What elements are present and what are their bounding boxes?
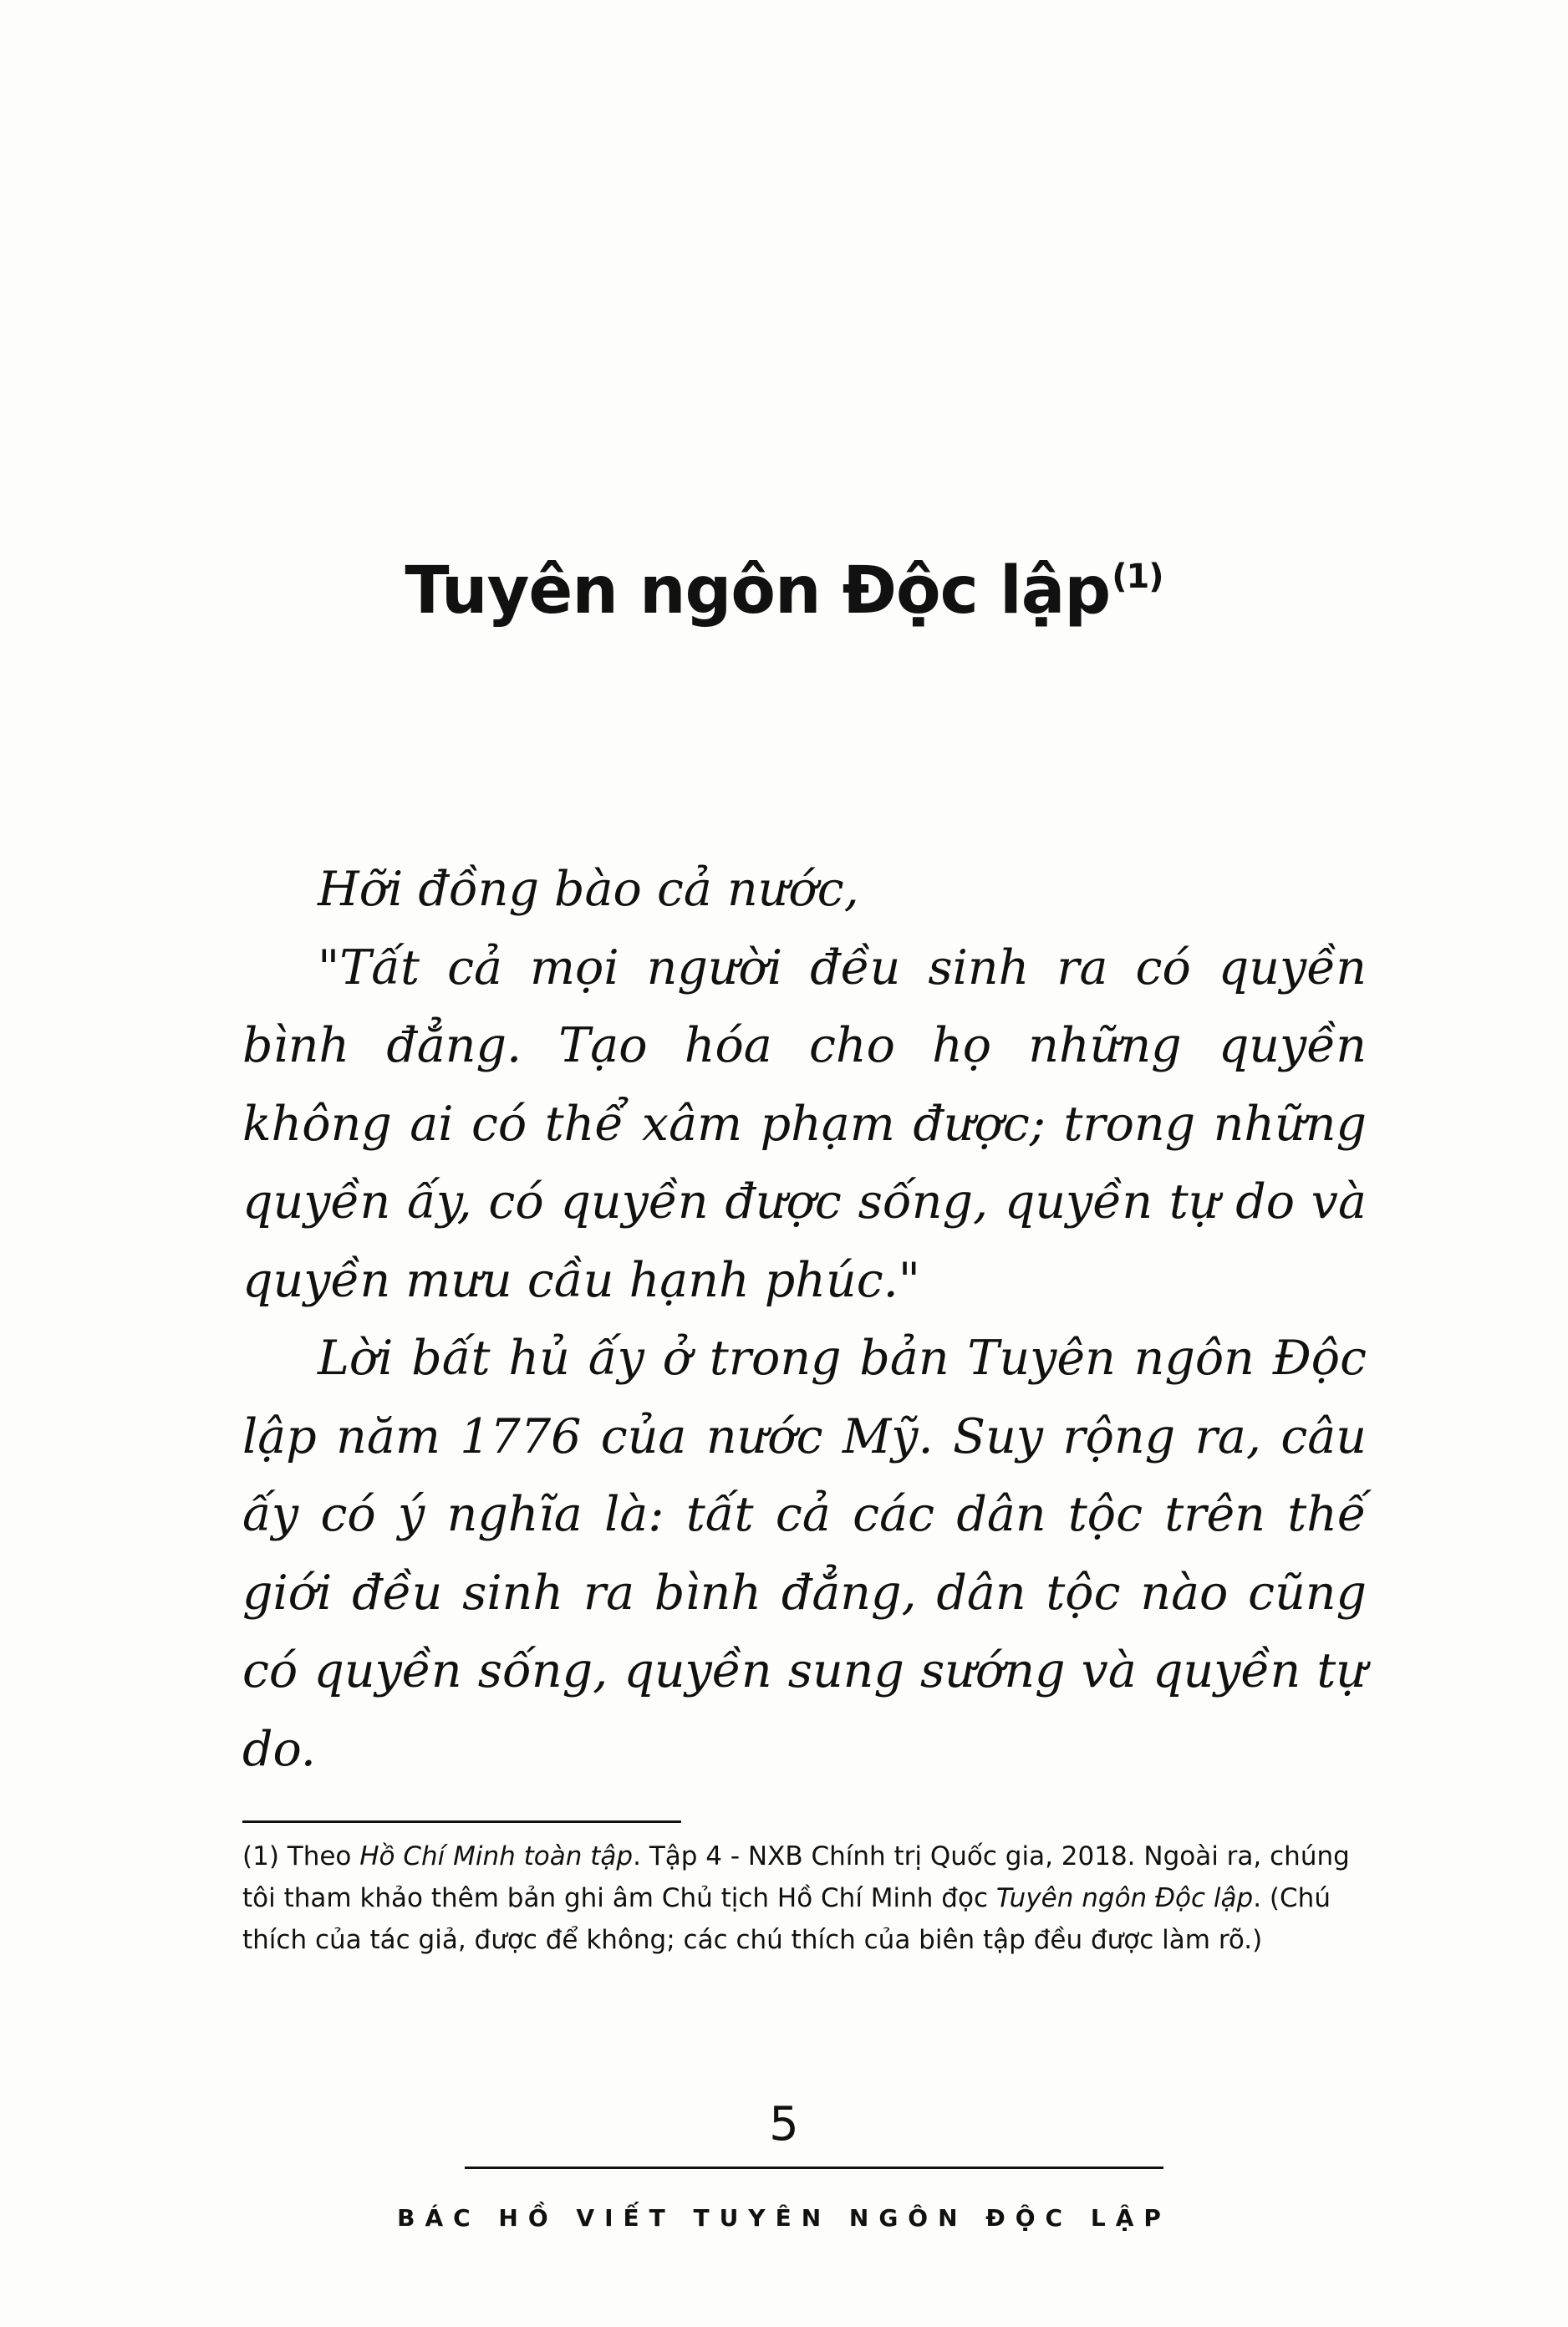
footnote-prefix: (1) Theo — [242, 1841, 360, 1871]
footnote-work-title: Tuyên ngôn Độc lập — [995, 1883, 1254, 1913]
footnote-mid-text: . Tập 4 - NXB Chính trị Quốc gia, 2018. Ngoài ra, chúng tôi tham khảo thêm bản ghi âm Chủ tịch Hồ Chí Minh đọc — [242, 1841, 1350, 1913]
footer-divider — [465, 2167, 1163, 2169]
quote-paragraph: "Tất cả mọi người đều sinh ra có quyền bình đẳng. Tạo hóa cho họ những quyền không ai có thể xâm phạm được; trong những quyền ấy, có quyền được sống, quyền tự do và quyền mưu cầu hạnh phúc." — [242, 939, 1367, 1308]
salutation-paragraph: Hỡi đồng bào cả nước, — [318, 862, 859, 917]
footnote — [242, 1836, 1367, 1961]
running-footer: BÁC HỒ VIẾT TUYÊN NGÔN ĐỘC LẬP — [397, 2204, 1171, 2232]
chapter-title-text: Tuyên ngôn Độc lập — [405, 553, 1111, 629]
footnote-source-title: Hồ Chí Minh toàn tập — [359, 1841, 634, 1871]
chapter-title — [0, 553, 1568, 629]
page-number: 5 — [769, 2097, 799, 2151]
footnote-suffix: . (Chú thích của tác giả, được để không; các chú thích của biên tập đều được làm rõ.) — [242, 1883, 1331, 1955]
footnote-reference: (1) — [1112, 558, 1163, 596]
footnote-divider — [242, 1820, 681, 1823]
body-text — [242, 851, 1367, 1789]
commentary-paragraph: Lời bất hủ ấy ở trong bản Tuyên ngôn Độc lập năm 1776 của nước Mỹ. Suy rộng ra, câu ấy có ý nghĩa là: tất cả các dân tộc trên thế giới đều sinh ra bình đẳng, dân tộc nào cũng có quyền sống, quyền sung sướng và quyền tự do. — [242, 1331, 1367, 1777]
